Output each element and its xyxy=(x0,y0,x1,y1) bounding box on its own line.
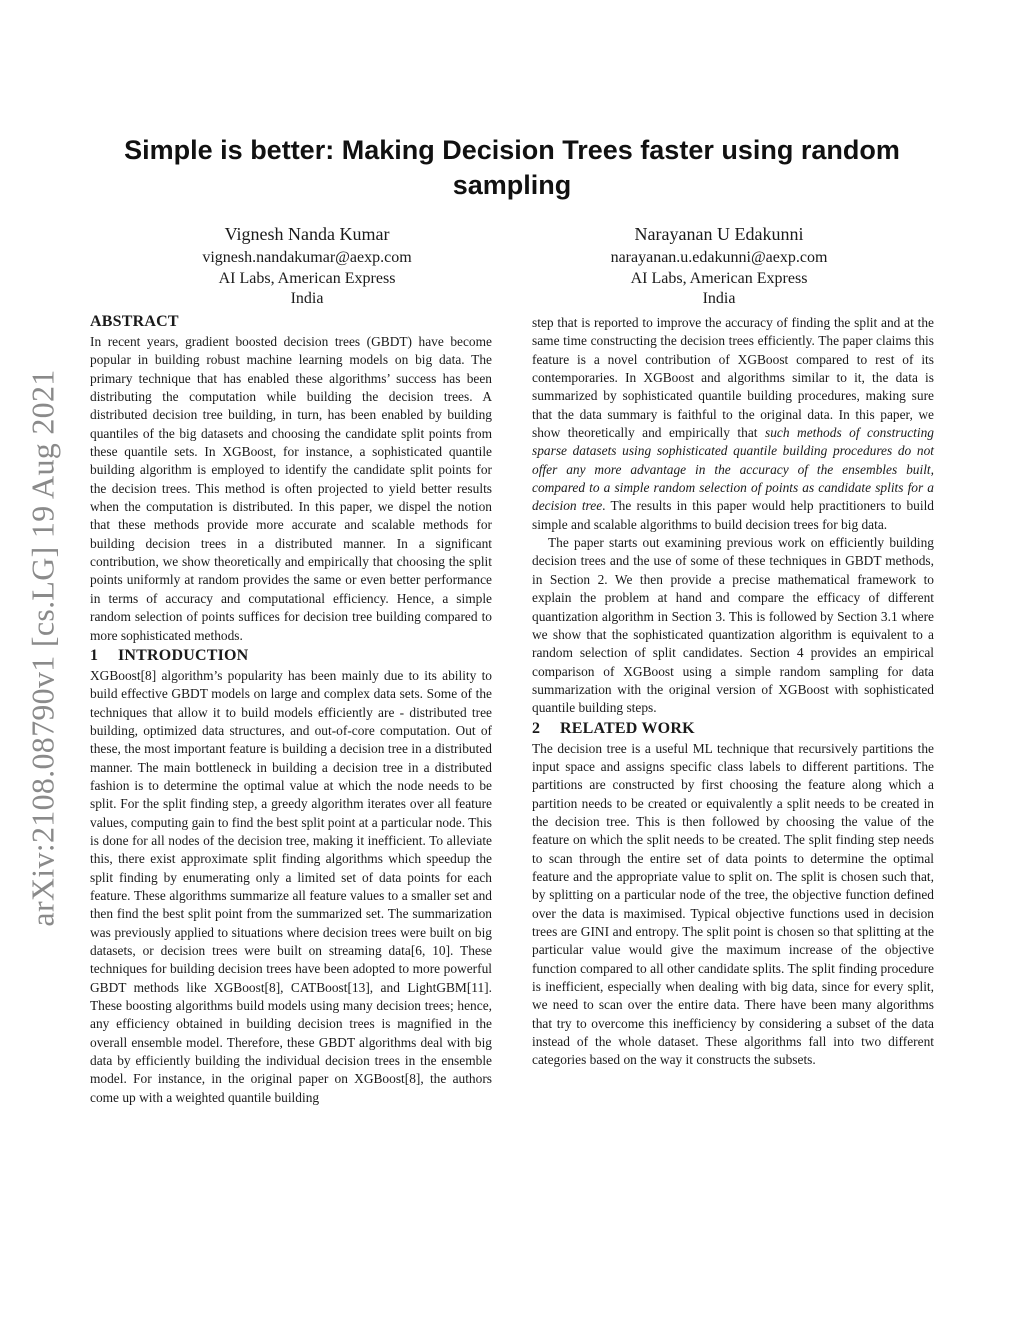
related-work-heading xyxy=(532,718,934,740)
abstract-heading: ABSTRACT xyxy=(90,313,179,330)
section-number: 1 xyxy=(90,646,99,664)
abstract-text: In recent years, gradient boosted decision trees (GBDT) have become popular in building robust machine learning models on big data. The primary technique that has enabled these algorithms’ success has been distributing the computation while building the decision trees. A distributed decision tree building, in turn, has been enabled by building quantiles of the big datasets and choosing the candidate split points from these quantile sets. In XGBoost, for instance, a sophisticated quantile building algorithm is employed to identify the candidate split points for the decision trees. This method is often projected to yield better results when the computation is distributed. In this paper, we dispel the notion that these methods provide more accurate and scalable methods for building decision trees in a distributed manner. In a significant contribution, we show theoretically and empirically that choosing the split points uniformly at random provides the same or even better performance in terms of accuracy and computational efficiency. Hence, a simple random selection of points suffices for decision tree building compared to more sophisticated methods. xyxy=(90,334,492,643)
section-title: RELATED WORK xyxy=(560,719,695,737)
paper-title: Simple is better: Making Decision Trees faster using random sampling xyxy=(124,135,900,200)
arxiv-stamp: arXiv:2108.08790v1 [cs.LG] 19 Aug 2021 xyxy=(24,369,61,927)
author-affiliation: AI Labs, American Express xyxy=(630,269,808,287)
author-name: Narayanan U Edakunni xyxy=(634,224,804,244)
author-email: narayanan.u.edakunni@aexp.com xyxy=(610,249,828,266)
author-email: vignesh.nandakumar@aexp.com xyxy=(202,249,412,266)
introduction-paragraph-2: The paper starts out examining previous work on efficiently building decision trees and the use of some of these techniques in GBDT methods, in Section 2. We then provide a precise mathematical framework to explain the problem at hand and compare the efficacy of different quantization algorithm in Section 3. This is followed by Section 3.1 where we show that the sophisticated quantization algorithm is equivalent to a random selection of split candidates. Section 4 provides an empirical comparison of XGBoost using a simple random sampling for data summarization with the original version of XGBoost with sophisticated quantile building steps. xyxy=(532,535,934,716)
intro-continued-text-end: . The results in this paper would help practitioners to build simple and scalable algorithms to build decision trees for big data. xyxy=(532,498,934,532)
author-block-2 xyxy=(539,222,899,310)
right-column xyxy=(532,314,934,1070)
author-country: India xyxy=(290,290,324,307)
related-work-paragraph: The decision tree is a useful ML technique that recursively partitions the input space and assigns specific class labels to different partitions. The partitions are constructed by first choosing the feature along which a partition needs to be created or equivalently a split needs to be created in the decision tree. This is then followed by choosing the value of the feature on which the split needs to be created. The split finding step needs to scan through the entire set of data points to determine the optimal feature and the appropriate value to split on. The split is chosen such that, by splitting on a particular node of the tree, the objective function defined over the data is maximised. Typical objective functions used in decision trees are GINI and entropy. The split point is chosen so that splitting at the particular value would give the maximum increase of the objective function compared to all other candidate splits. The split finding procedure is inefficient, especially when dealing with big data, since for every split, we need to scan over the entire data. There have been many algorithms that try to overcome this inefficiency by considering a subset of the data instead of the whole dataset. These algorithms fall into two different categories based on the way it constructs the subsets. xyxy=(532,740,934,1068)
intro-continued-text: step that is reported to improve the accuracy of finding the split and at the same time constructing the decision trees efficiently. The paper claims this feature is a novel contribution of XGBoost compared to rest of its contemporaries. In XGBoost and algorithms similar to it, the data is summarized by sophisticated quantile building procedures, making sure that the data summary is faithful to the original data. In this paper, we show theoretically and empirically that xyxy=(532,315,934,441)
author-block-1 xyxy=(127,222,487,310)
author-affiliation: AI Labs, American Express xyxy=(218,269,396,287)
author-country: India xyxy=(702,290,736,307)
introduction-paragraph-1: XGBoost[8] algorithm’s popularity has been mainly due to its ability to build effective GBDT models on large and complex data sets. Some of the techniques that allow it to build models efficiently are - distributed tree building, optimized data structures, and out-of-core computation. Out of these, the most important feature is building a decision tree in a distributed manner. The main bottleneck in building a decision tree in a distributed fashion is to determine the optimal value at which the node needs to be split. For the split finding step, a greedy algorithm iterates over all feature values, computing gain to find the best split point at a particular node. This is done for all nodes of the decision tree, making it inefficient. To alleviate this, there exist approximate split finding algorithms which speedup the split finding by enumerating only a limited set of data points for each feature. These algorithms summarize all feature values to a smaller set and then find the best split point from the summarized set. The summarization was previously applied to situations where decision trees were built on big datasets, or decision trees were built on streaming data[6, 10]. These techniques for building decision trees have been adopted to more powerful GBDT methods like XGBoost[8], CATBoost[13], and LightGBM[11]. These boosting algorithms build models using many decision trees; hence, any efficiency obtained in building decision trees is magnified in the overall ensemble model. Therefore, these GBDT algorithms deal with big data by efficiently building the individual decision trees in the ensemble model. For instance, in the original paper on XGBoost[8], the authors come up with a weighted quantile building xyxy=(90,667,492,1105)
left-column xyxy=(90,311,492,1107)
section-title: INTRODUCTION xyxy=(118,646,249,664)
intro-emphasis-text: such methods of constructing sparse datasets using sophisticated quantile building procedures do not offer any more advantage in the accuracy of the ensembles built, compared to a simple random selection of points as candidate splits for a decision tree xyxy=(532,425,934,514)
section-number: 2 xyxy=(532,719,541,737)
introduction-heading xyxy=(90,645,492,667)
author-name: Vignesh Nanda Kumar xyxy=(224,224,390,244)
introduction-paragraph-1-continued xyxy=(532,314,934,534)
